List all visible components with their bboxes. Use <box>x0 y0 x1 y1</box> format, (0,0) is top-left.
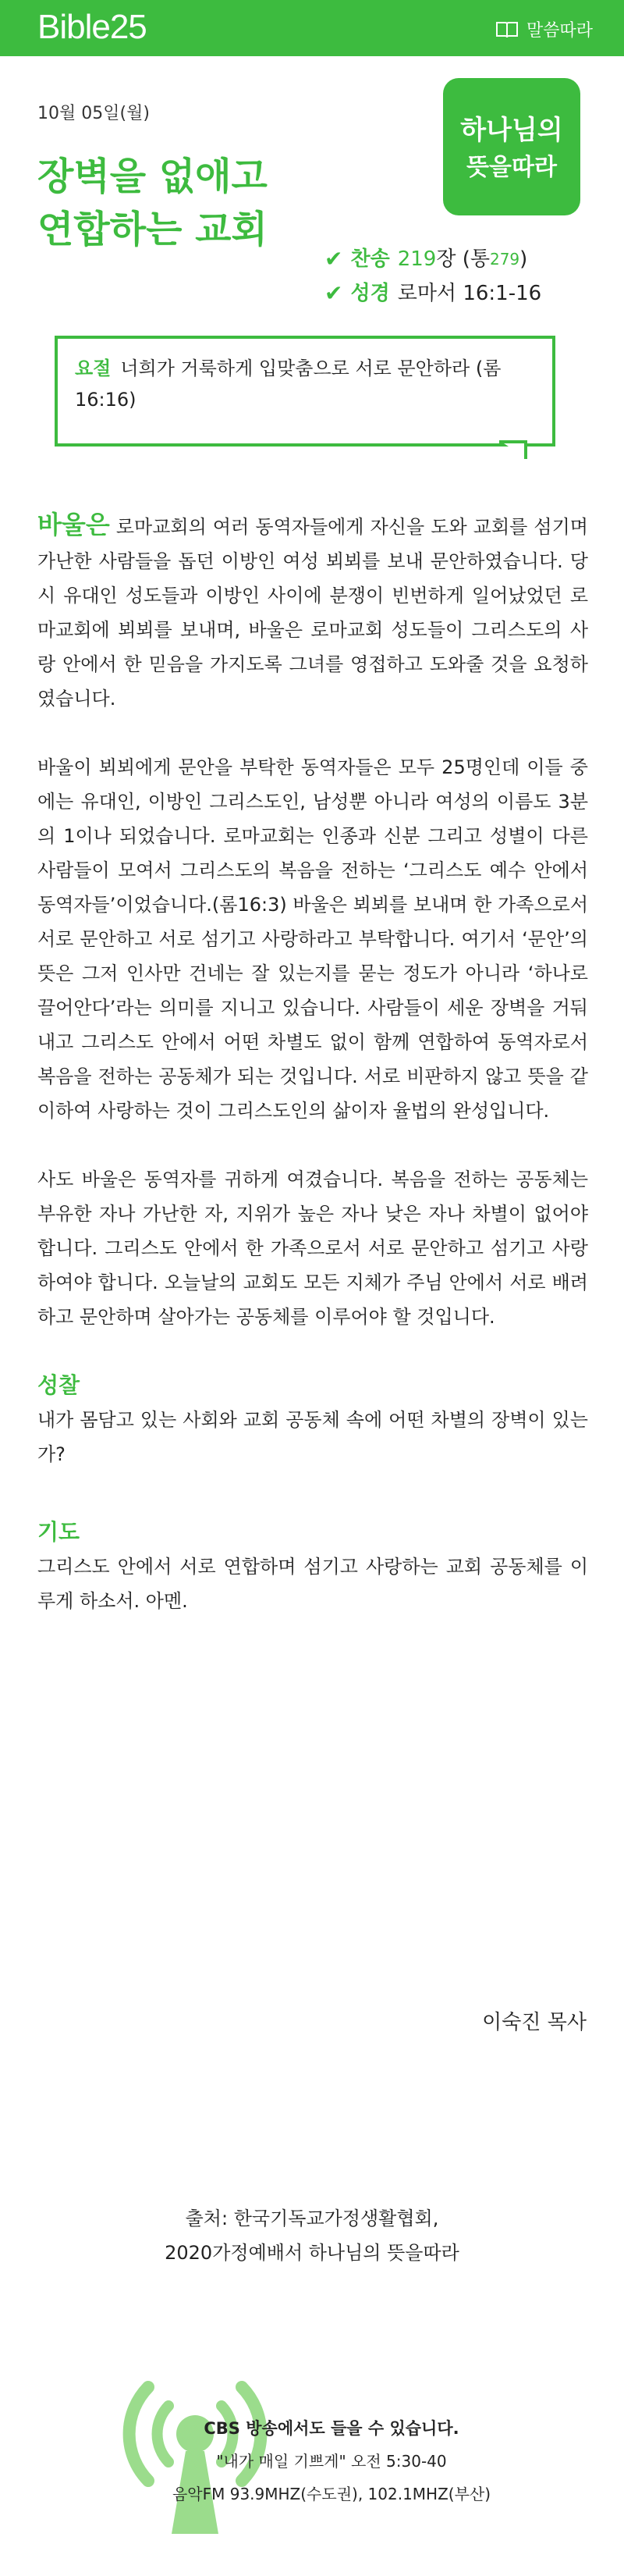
devotion-date: 10월 05일(월) <box>37 104 150 123</box>
devotion-body <box>37 507 588 1662</box>
lead-word: 바울은 <box>37 510 110 539</box>
author: 이숙진 목사 <box>482 2011 587 2034</box>
title-line-2: 연합하는 교회 <box>37 208 268 251</box>
page-title <box>37 150 268 256</box>
references <box>324 242 541 311</box>
speech-tail-icon <box>499 440 530 461</box>
series-logo <box>443 78 580 215</box>
scripture-text: 로마서 16:1-16 <box>397 282 542 305</box>
source-line-2: 2020가정예배서 하나님의 뜻을따라 <box>165 2242 459 2264</box>
logo-text: 하나님의 <box>460 115 563 146</box>
prayer-text: 그리스도 안에서 서로 연합하며 섬기고 사랑하는 교회 공동체를 이루게 하소서. 아멘. <box>37 1556 588 1612</box>
key-verse-label: 요절 <box>75 358 112 379</box>
source-credit <box>0 2201 624 2270</box>
hymn-label: 찬송 <box>350 247 390 271</box>
top-bar <box>0 0 624 56</box>
reflection-heading: 성찰 <box>37 1372 80 1398</box>
key-verse-text: 너희가 거룩하게 입맞춤으로 서로 문안하라 (롬16:16) <box>75 358 502 411</box>
hymn-close: ) <box>519 247 528 271</box>
scripture-ref <box>324 276 541 311</box>
scripture-label: 성경 <box>350 282 390 305</box>
title-line-1: 장벽을 없애고 <box>37 155 268 198</box>
logo-text-2: 뜻을따라 <box>466 154 557 181</box>
prayer-heading: 기도 <box>37 1519 80 1545</box>
hymn-number: 219 <box>397 247 437 271</box>
hymn-suffix: 장 (통 <box>436 247 490 271</box>
check-icon: ✔ <box>324 246 343 272</box>
radio-line-2: "내가 매일 기쁘게" 오전 5:30-40 <box>216 2452 447 2471</box>
follow-word-button[interactable] <box>495 17 593 41</box>
paragraph-3: 사도 바울은 동역자를 귀하게 여겼습니다. 복음을 전하는 공동체는 부유한 자나 가난한 자, 지위가 높은 자나 낮은 자나 차별이 없어야 합니다. 그리스도 안에서 한 가족으로서 서로 문안하고 섬기고 사랑하여야 합니다. 오늘날의 교회도 모든 지체가 주님 안에서 서로 배려하고 문안하며 살아가는 공동체를 이루어야 할 것입니다. <box>37 1169 588 1328</box>
paragraph-2: 바울이 뵈뵈에게 문안을 부탁한 동역자들은 모두 25명인데 이들 중에는 유대인, 이방인 그리스도인, 남성뿐 아니라 여성의 이름도 3분의 1이나 되었습니다. 로마교회는 인종과 신분 그리고 성별이 다른 사람들이 모여서 그리스도의 복음을 전하는 ‘그리스도 예수 안에서 동역자들’이었습니다.(롬16:3) 바울은 뵈뵈를 보내며 한 가족으로서 서로 문안하고 서로 섬기고 사랑하라고 부탁합니다. 여기서 ‘문안’의 뜻은 그저 인사만 건네는 잘 있는지를 묻는 정도가 아니라 ‘하나로 끌어안다’라는 의미를 지니고 있습니다. 사람들이 세운 장벽을 거둬내고 그리스도 안에서 어떤 차별도 없이 함께 연합하여 동역자로서 복음을 전하는 공동체가 되는 것입니다. 서로 비판하지 않고 뜻을 같이하여 사랑하는 것이 그리스도인의 삶이자 율법의 완성입니다. <box>37 756 588 1122</box>
source-line-1: 출처: 한국기독교가정생활협회, <box>185 2208 439 2229</box>
follow-label: 말씀따라 <box>526 21 593 41</box>
paragraph-text: 로마교회의 여러 동역자들에게 자신을 도와 교회를 섬기며 가난한 사람들을 돕던 이방인 여성 뵈뵈를 보내 문안하였습니다. 당시 유대인 성도들과 이방인 사이에 분쟁이 빈번하게 일어났었던 로마교회에 뵈뵈를 보내며, 바울은 로마교회 성도들이 그리스도의 사랑 안에서 한 믿음을 가지도록 그녀를 영접하고 도와줄 것을 요청하였습니다. <box>37 516 588 710</box>
book-icon <box>495 20 519 39</box>
reflection-text: 내가 몸담고 있는 사회와 교회 공동체 속에 어떤 차별의 장벽이 있는가? <box>37 1409 588 1465</box>
hymn-ref <box>324 242 541 276</box>
radio-line-1: CBS 방송에서도 들을 수 있습니다. <box>204 2419 459 2438</box>
check-icon: ✔ <box>324 280 343 306</box>
hymn-tong: 279 <box>489 250 520 269</box>
series-logo-art <box>443 78 580 215</box>
brand-logo[interactable]: Bible25 <box>37 8 147 46</box>
key-verse-box <box>55 336 555 447</box>
radio-line-3: 음악FM 93.9MHZ(수도권), 102.1MHZ(부산) <box>172 2485 491 2503</box>
paragraph-1 <box>37 507 588 716</box>
radio-info <box>125 2412 538 2510</box>
